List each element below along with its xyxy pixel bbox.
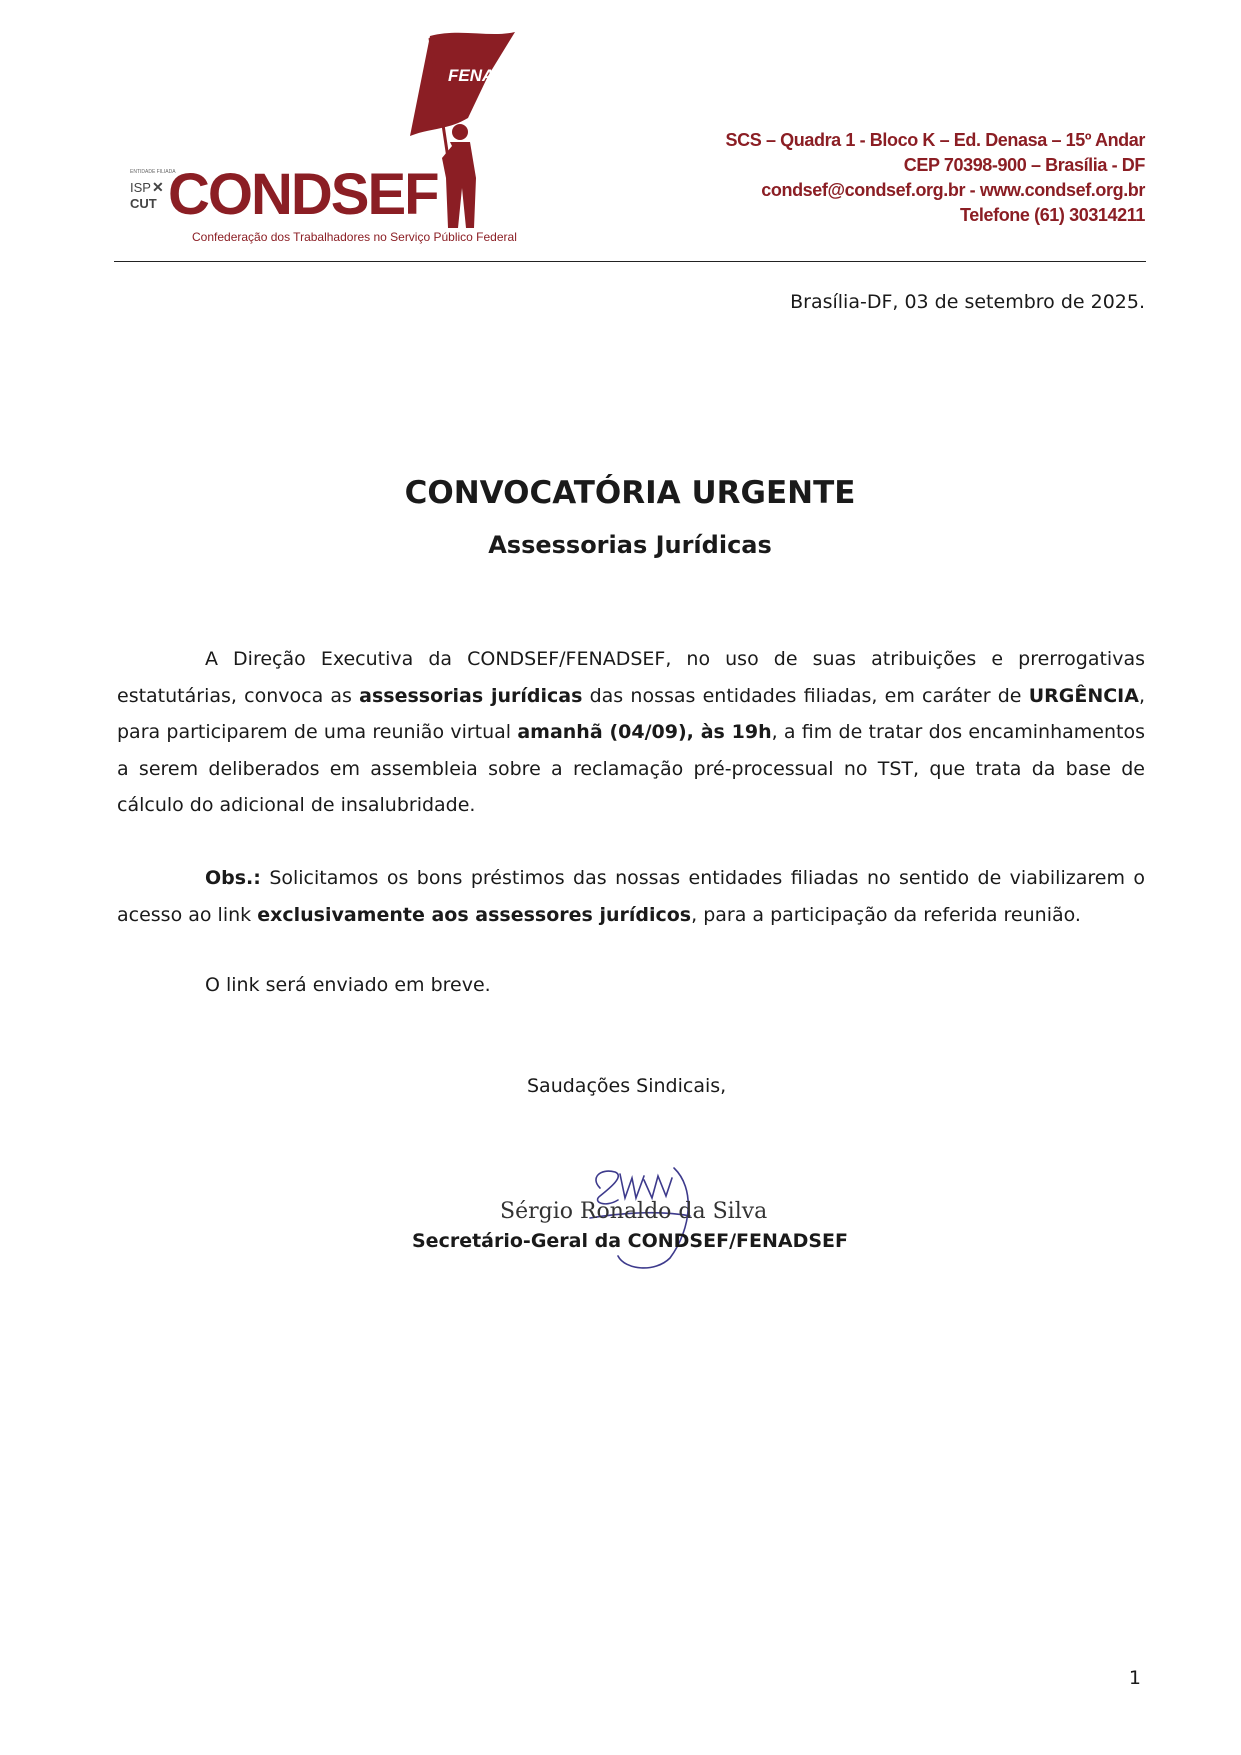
signer-name: Sérgio Ronaldo da Silva [500, 1199, 768, 1224]
signer-title: Secretário-Geral da CONDSEF/FENADSEF [412, 1230, 848, 1252]
condsef-logo [130, 28, 580, 253]
svg-text:ISP: ISP [130, 180, 151, 195]
body-paragraph-1: A Direção Executiva da CONDSEF/FENADSEF, no uso de suas atribuições e prerrogativas estatutárias, convoca as assessorias jurídicas das nossas entidades filiadas, em caráter de URGÊNCIA, para participarem de uma reunião virtual amanhã (04/09), às 19h, a fim de tratar dos encaminhamentos a serem deliberados em assembleia sobre a reclamação pré-processual no TST, que trata da base de cálculo do adicional de insalubridade. [117, 648, 1145, 816]
brand-text: CONDSEF [168, 162, 438, 227]
address-contact-line: condsef@condsef.org.br - www.condsef.org.br [761, 180, 1145, 200]
svg-text:CUT: CUT [130, 196, 157, 211]
address-line: SCS – Quadra 1 - Bloco K – Ed. Denasa – 15º Andar [725, 130, 1145, 150]
svg-text:✕: ✕ [152, 179, 164, 195]
header-address [726, 128, 1145, 228]
page-number: 1 [1128, 1667, 1141, 1689]
document-subtitle: Assessorias Jurídicas [488, 531, 772, 559]
org-full-name: Confederação dos Trabalhadores no Serviço Público Federal [192, 230, 517, 244]
date-line: Brasília-DF, 03 de setembro de 2025. [790, 291, 1145, 313]
body-paragraph-obs: Obs.: Solicitamos os bons préstimos das nossas entidades filiadas no sentido de viabilizarem o acesso ao link exclusivamente aos assessores jurídicos, para a participação da referida reunião. [117, 867, 1145, 926]
svg-text:ENTIDADE FILIADA: ENTIDADE FILIADA [130, 169, 176, 175]
document-title: CONVOCATÓRIA URGENTE [404, 475, 856, 511]
body-paragraph-link: O link será enviado em breve. [205, 974, 491, 996]
address-phone-line: Telefone (61) 30314211 [960, 205, 1145, 225]
flag-text: FENADSEF [448, 66, 540, 85]
closing-salutation: Saudações Sindicais, [527, 1075, 727, 1097]
address-line: CEP 70398-900 – Brasília - DF [903, 155, 1145, 175]
header-divider [114, 261, 1146, 262]
